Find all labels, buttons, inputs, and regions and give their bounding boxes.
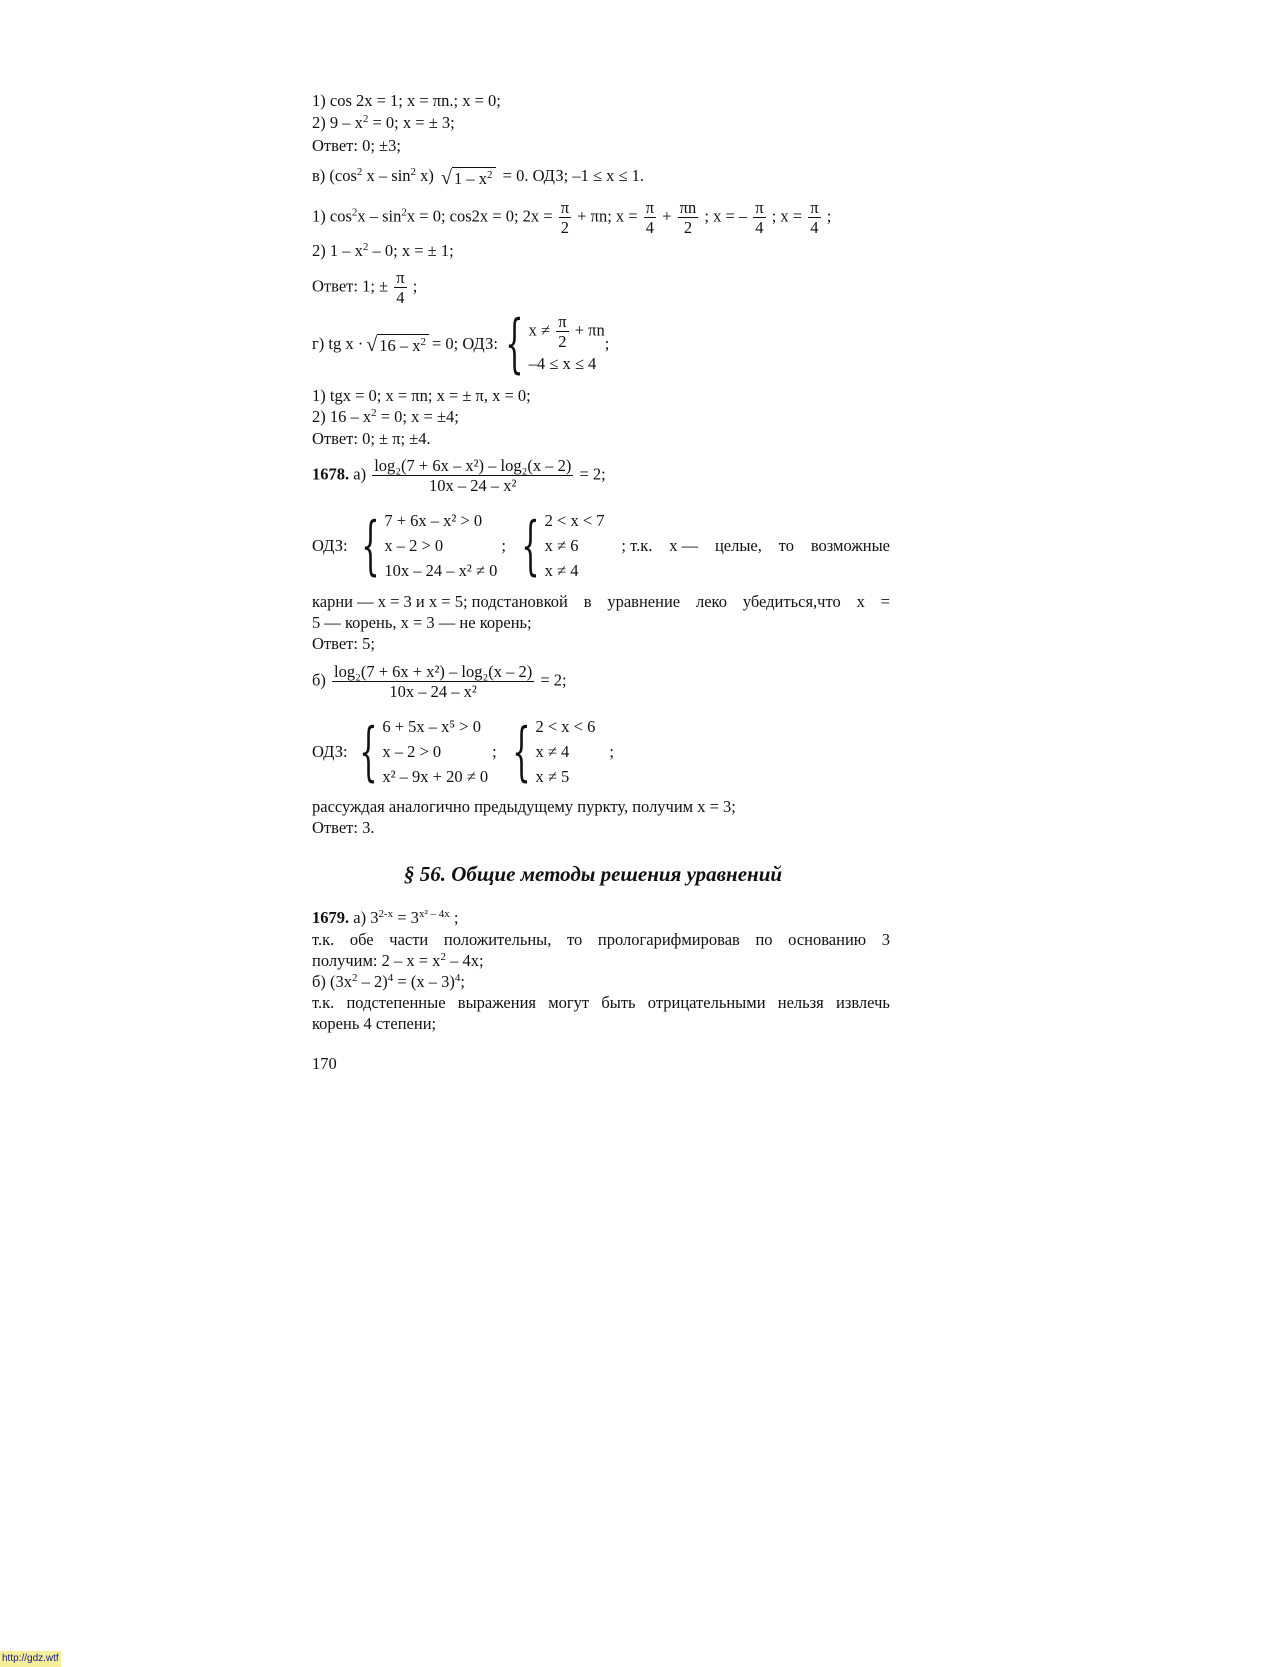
line: Ответ: 0; ± π; ±4. bbox=[312, 429, 431, 448]
problem-number: 1679. bbox=[312, 908, 350, 927]
system-of-conditions: { 6 + 5x – x⁵ > 0 x – 2 > 0 x² – 9x + 20 ≠ 0 bbox=[358, 714, 489, 789]
line: 1678. а) $\frac{\text{log₂(7 + 6x – x²) – log₂(x – 2)}}{\text{10x – 24 – x²}}$ = 2; bbox=[312, 456, 606, 495]
fraction: $\frac{\pi n}{2}$ bbox=[679, 198, 697, 237]
fraction: $\frac{\text{log₂(7 + 6x – x²) – log₂(x – 2)}}{\text{10x – 24 – x²}}$ bbox=[374, 456, 572, 495]
line: получим: $2 - x = x^2 - 4x$; bbox=[312, 951, 484, 970]
system-of-conditions: { 7 + 6x – x² > 0 x – 2 > 0 10x – 24 – x² ≠ 0 bbox=[360, 508, 498, 583]
sqrt: √ $1 - x^2$ bbox=[441, 167, 495, 188]
line: 2) $16 - x^2 = 0$; x = ±4; bbox=[312, 407, 459, 426]
line: 2) $9 - x^2 = 0$; x = ± 3; bbox=[312, 113, 455, 132]
line: 2) $1 - x^2 - 0$; x = ± 1; bbox=[312, 241, 454, 260]
system-of-conditions: { 2 < x < 6 x ≠ 4 x ≠ 5 bbox=[511, 714, 596, 789]
line: 1) cos 2x = 1; x = πn.; x = 0; bbox=[312, 91, 501, 110]
line: г) tg x · √ $16 - x^2$ = 0; ОДЗ: { x ≠ $\frac{\pi}{2}$ + πn –4 ≤ x ≤ 4 ; bbox=[312, 307, 610, 381]
fraction: $\frac{\pi}{4}$ bbox=[755, 198, 764, 237]
footer-link[interactable]: http://gdz.wtf bbox=[0, 1651, 61, 1667]
line: т.к. подстепенные выражения могут быть отрицательными нельзя извлечь bbox=[312, 993, 890, 1012]
line: б) $(3x^2 - 2)^4 = (x - 3)^4$; bbox=[312, 972, 465, 991]
sqrt: √ $16 - x^2$ bbox=[366, 334, 429, 355]
line: Ответ: 5; bbox=[312, 634, 375, 653]
line: Ответ: 0; ±3; bbox=[312, 136, 401, 155]
line: Ответ: 3. bbox=[312, 818, 375, 837]
system-of-conditions: { x ≠ $\frac{\pi}{2}$ + πn –4 ≤ x ≤ 4 bbox=[505, 307, 605, 381]
fraction: $\frac{\text{log₂(7 + 6x + x²) – log₂(x – 2)}}{\text{10x – 24 – x²}}$ bbox=[334, 662, 533, 701]
problem-number: 1678. bbox=[312, 464, 350, 484]
line: т.к. обе части положительны, то прологарифмировав по основанию 3 bbox=[312, 930, 890, 949]
page-number: 170 bbox=[312, 1054, 337, 1073]
odz-line: ОДЗ: { 6 + 5x – x⁵ > 0 x – 2 > 0 x² – 9x + 20 ≠ 0 ; { 2 < x < 6 x ≠ 4 x ≠ 5 ; bbox=[312, 714, 614, 789]
line: карни — x = 3 и x = 5; подстановкой в уравнение леко убедиться,что x = bbox=[312, 592, 890, 611]
line: Ответ: 1; ± $\frac{\pi}{4}$ ; bbox=[312, 268, 418, 307]
line: 1) $\cos^2x - \sin^2x = 0$; cos2x = 0; 2x = $\frac{\pi}{2}$ + πn; x = $\frac{\pi}{4}$ + $\frac{\pi n}{2}$ ; x = – $\frac{\pi}{4}$ ; x = $\frac{\pi}{4}$ ; bbox=[312, 198, 832, 237]
system-of-conditions: { 2 < x < 7 x ≠ 6 x ≠ 4 bbox=[521, 508, 605, 583]
line: в) ($\cos^2$ x – $\sin^2 x$) √ $1 - x^2$ = 0. ОДЗ; –1 ≤ x ≤ 1. bbox=[312, 166, 645, 189]
line: 1) tgx = 0; x = πn; x = ± π, x = 0; bbox=[312, 386, 531, 405]
fraction: $\frac{\pi}{2}$ bbox=[558, 312, 567, 351]
fraction: $\frac{\pi}{4}$ bbox=[645, 198, 655, 237]
line: 5 — корень, x = 3 — не корень; bbox=[312, 613, 532, 632]
fraction: $\frac{\pi}{2}$ bbox=[560, 198, 570, 237]
odz-line: ОДЗ: { 7 + 6x – x² > 0 x – 2 > 0 10x – 24 – x² ≠ 0 ; { 2 < x < 7 x ≠ 6 x ≠ 4 ; т.к. x — целые, то возможные bbox=[312, 508, 890, 583]
line: рассуждая аналогично предыдущему пуркту, получим x = 3; bbox=[312, 797, 736, 816]
fraction: $\frac{\pi}{4}$ bbox=[396, 268, 405, 307]
line: б) $\frac{\text{log₂(7 + 6x + x²) – log₂(x – 2)}}{\text{10x – 24 – x²}}$ = 2; bbox=[312, 662, 567, 701]
line: 1679. а) $3^{2-x} = 3^{x^2 - 4x}$ ; bbox=[312, 908, 459, 927]
fraction: $\frac{\pi}{4}$ bbox=[810, 198, 819, 237]
section-heading: § 56. Общие методы решения уравнений bbox=[404, 862, 783, 886]
line: корень 4 степени; bbox=[312, 1014, 437, 1033]
